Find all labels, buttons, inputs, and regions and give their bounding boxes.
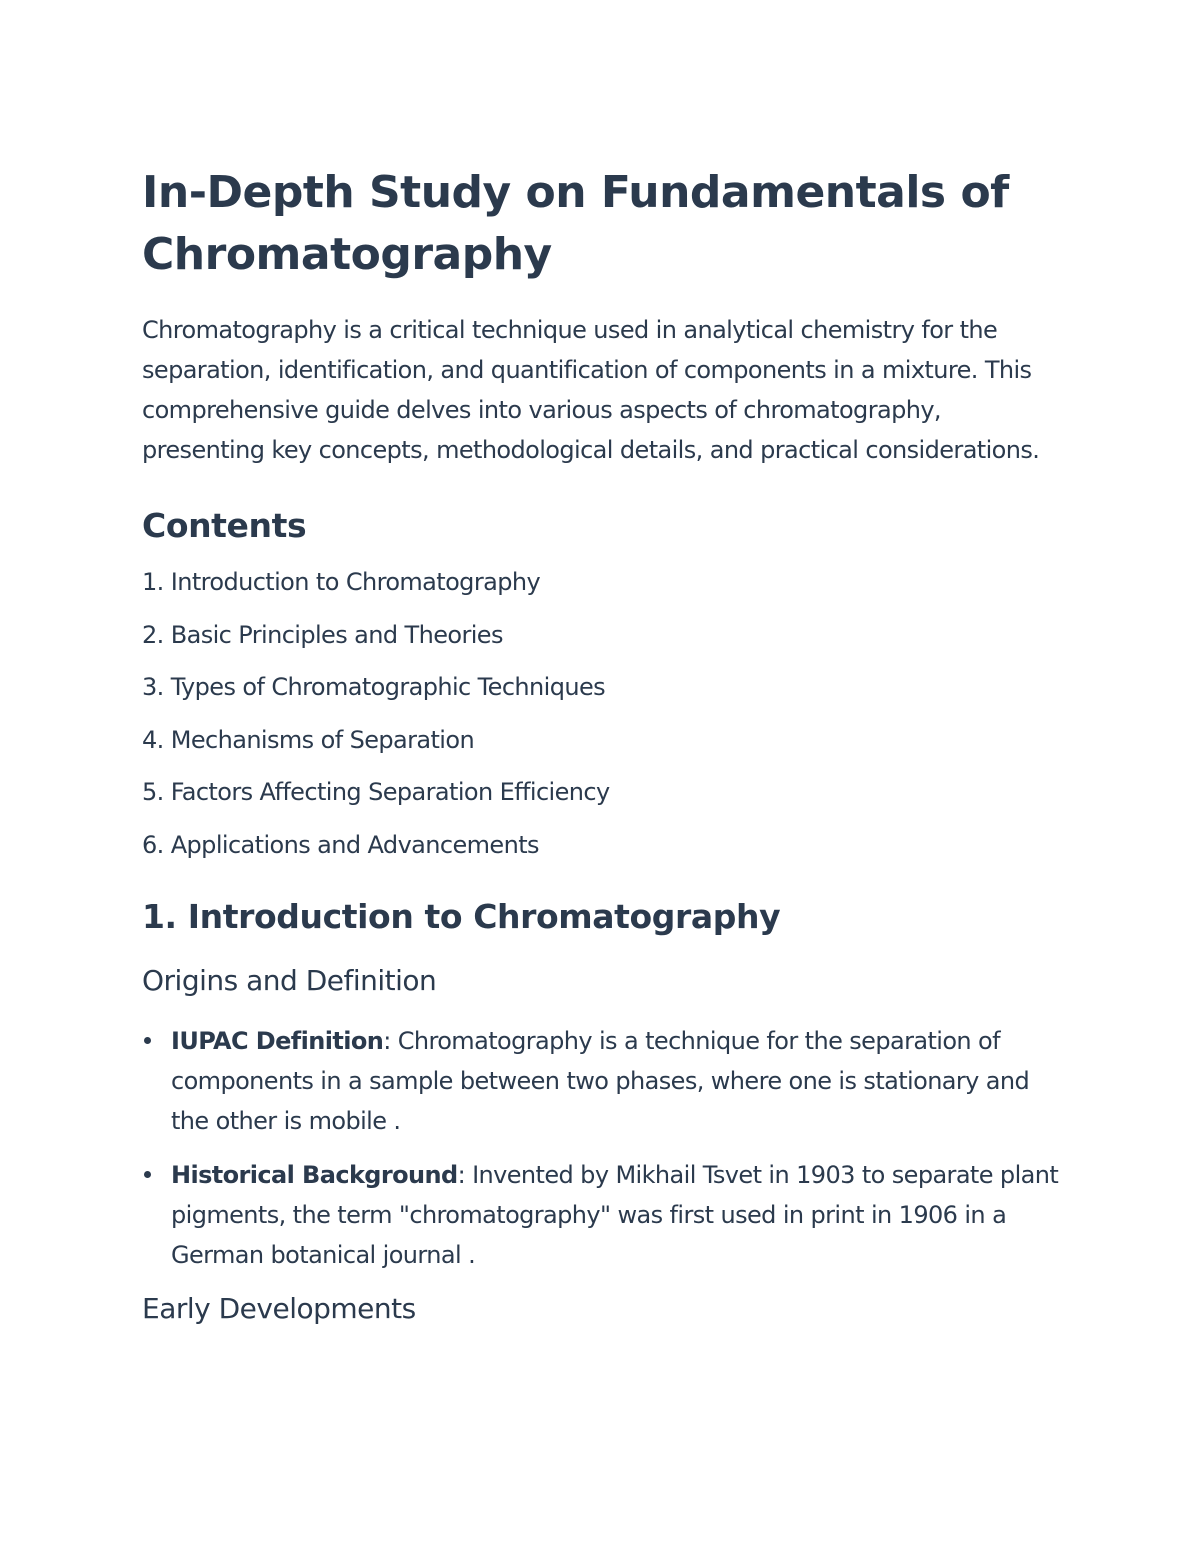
list-item: [142, 1021, 1060, 1141]
list-item: [142, 1155, 1060, 1275]
toc-item: 5. Factors Affecting Separation Efficiency: [142, 778, 610, 806]
toc-item: 4. Mechanisms of Separation: [142, 725, 475, 754]
document-title: In-Depth Study on Fundamentals of Chromatography: [142, 167, 1009, 280]
bullet-text: : Invented by Mikhail Tsvet in 1903 to separate plant pigments, the term "chromatography" was first used in print in 1906 in a German botanical journal .: [171, 1161, 1059, 1269]
definition-list: [142, 1021, 1060, 1275]
bullet-icon: [144, 1037, 151, 1044]
contents-heading: Contents: [142, 506, 307, 545]
intro-paragraph: Chromatography is a critical technique used in analytical chemistry for the separation, identification, and quantification of components in a mixture. This comprehensive guide delves into various aspects of chromatography, presenting key concepts, methodological details, and practical considerations.: [142, 316, 1040, 464]
toc-item: 6. Applications and Advancements: [142, 830, 539, 859]
subheading-early-developments: Early Developments: [142, 1292, 416, 1325]
bullet-term: Historical Background: [171, 1161, 458, 1189]
bullet-text: : Chromatography is a technique for the separation of components in a sample between two phases, where one is stationary and the other is mobile .: [171, 1027, 1030, 1135]
subheading-origins: Origins and Definition: [142, 964, 437, 997]
section-heading-introduction: 1. Introduction to Chromatography: [142, 897, 781, 936]
toc-item: 2. Basic Principles and Theories: [142, 620, 503, 649]
bullet-icon: [144, 1171, 151, 1178]
table-of-contents: [142, 568, 1060, 883]
toc-item: 3. Types of Chromatographic Techniques: [142, 673, 606, 701]
bullet-term: IUPAC Definition: [171, 1027, 384, 1055]
toc-item: 1. Introduction to Chromatography: [142, 568, 541, 596]
